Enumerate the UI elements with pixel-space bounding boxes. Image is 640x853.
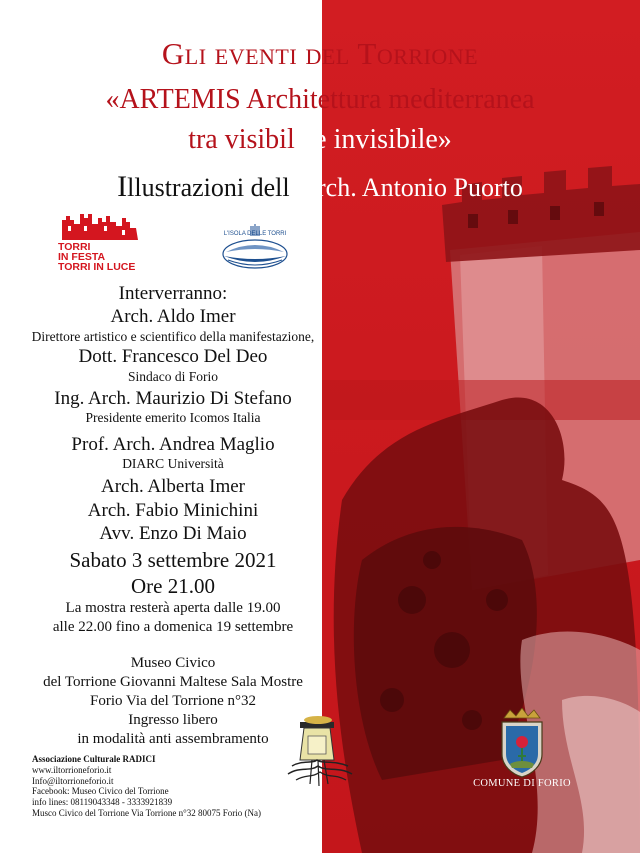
exhibit-hours-line1: La mostra resterà aperta dalle 19.00 <box>65 600 281 616</box>
footer-line: Facebook: Museo Civico del Torrione <box>32 786 169 797</box>
comune-crest-icon <box>496 708 548 778</box>
series-title: Gli eventi del Torrione <box>161 36 479 71</box>
illustrations-credit <box>0 170 640 204</box>
torri-logo-line1: TORRI <box>58 241 91 253</box>
event-date: Sabato 3 settembre 2021 <box>69 548 277 572</box>
comune-label: COMUNE DI FORIO <box>473 778 571 789</box>
speaker-name: Arch. Fabio Minichini <box>87 500 259 521</box>
speaker-name: Arch. Aldo Imer <box>110 306 236 327</box>
illustrations-credit-cap: I <box>117 170 128 203</box>
venue-line5: in modalità anti assembramento <box>77 731 269 747</box>
venue-line2: del Torrione Giovanni Maltese Sala Mostre <box>43 674 303 690</box>
isola-delle-torri-logo <box>220 224 290 272</box>
speakers-heading: Interverranno: <box>118 283 228 304</box>
radici-tree-logo <box>282 714 358 788</box>
torri-logo-line3: TORRI IN LUCE <box>58 261 136 273</box>
organizer-name: Associazione Culturale RADICI <box>32 754 156 764</box>
event-time: Ore 21.00 <box>131 574 215 598</box>
exhibit-title-line2 <box>0 124 640 156</box>
exhibit-title-line2-b: e e invisibile» <box>294 124 452 155</box>
venue-line4: Ingresso libero <box>128 712 218 728</box>
speaker-role: Presidente emerito Icomos Italia <box>85 410 261 425</box>
torri-in-festa-logo <box>58 212 148 274</box>
footer-line: info lines: 08119043348 - 3333921839 <box>32 797 173 808</box>
footer-line: www.iltorrioneforio.it <box>32 764 112 775</box>
exhibit-hours-line2: alle 22.00 fino a domenica 19 settembre <box>52 619 294 635</box>
speaker-name: Arch. Alberta Imer <box>100 476 246 497</box>
venue-line3: Forio Via del Torrione n°32 <box>90 693 256 709</box>
speaker-name: Avv. Enzo Di Maio <box>99 523 247 544</box>
speaker-role: DIARC Università <box>122 456 224 471</box>
exhibit-title-line2-a: tra visibil <box>188 124 295 155</box>
speaker-name: Dott. Francesco Del Deo <box>78 346 268 367</box>
torri-logo-line2: IN FESTA <box>58 251 106 263</box>
footer-line: Info@iltorrioneforio.it <box>32 775 114 786</box>
exhibit-title-line1: «ARTEMIS Architettura mediterranea <box>105 84 535 115</box>
speaker-role: Direttore artistico e scientifico della manifestazione, <box>31 329 315 344</box>
venue-line1: Museo Civico <box>130 655 216 671</box>
illustrations-credit-a: llustrazioni dell <box>127 173 290 202</box>
speaker-name: Prof. Arch. Andrea Maglio <box>71 434 275 455</box>
towers-icon <box>58 212 148 242</box>
speaker-name: Ing. Arch. Maurizio Di Stefano <box>54 388 292 409</box>
isola-logo-label: L'ISOLA DELLE TORRI <box>223 231 287 237</box>
illustrations-credit-b: ’Arch. Antonio Puorto <box>289 173 523 202</box>
footer-line: Musco Civico del Torrione Via Torrione n°32 80075 Forio (Na) <box>32 807 262 818</box>
speaker-role: Sindaco di Forio <box>128 369 218 384</box>
